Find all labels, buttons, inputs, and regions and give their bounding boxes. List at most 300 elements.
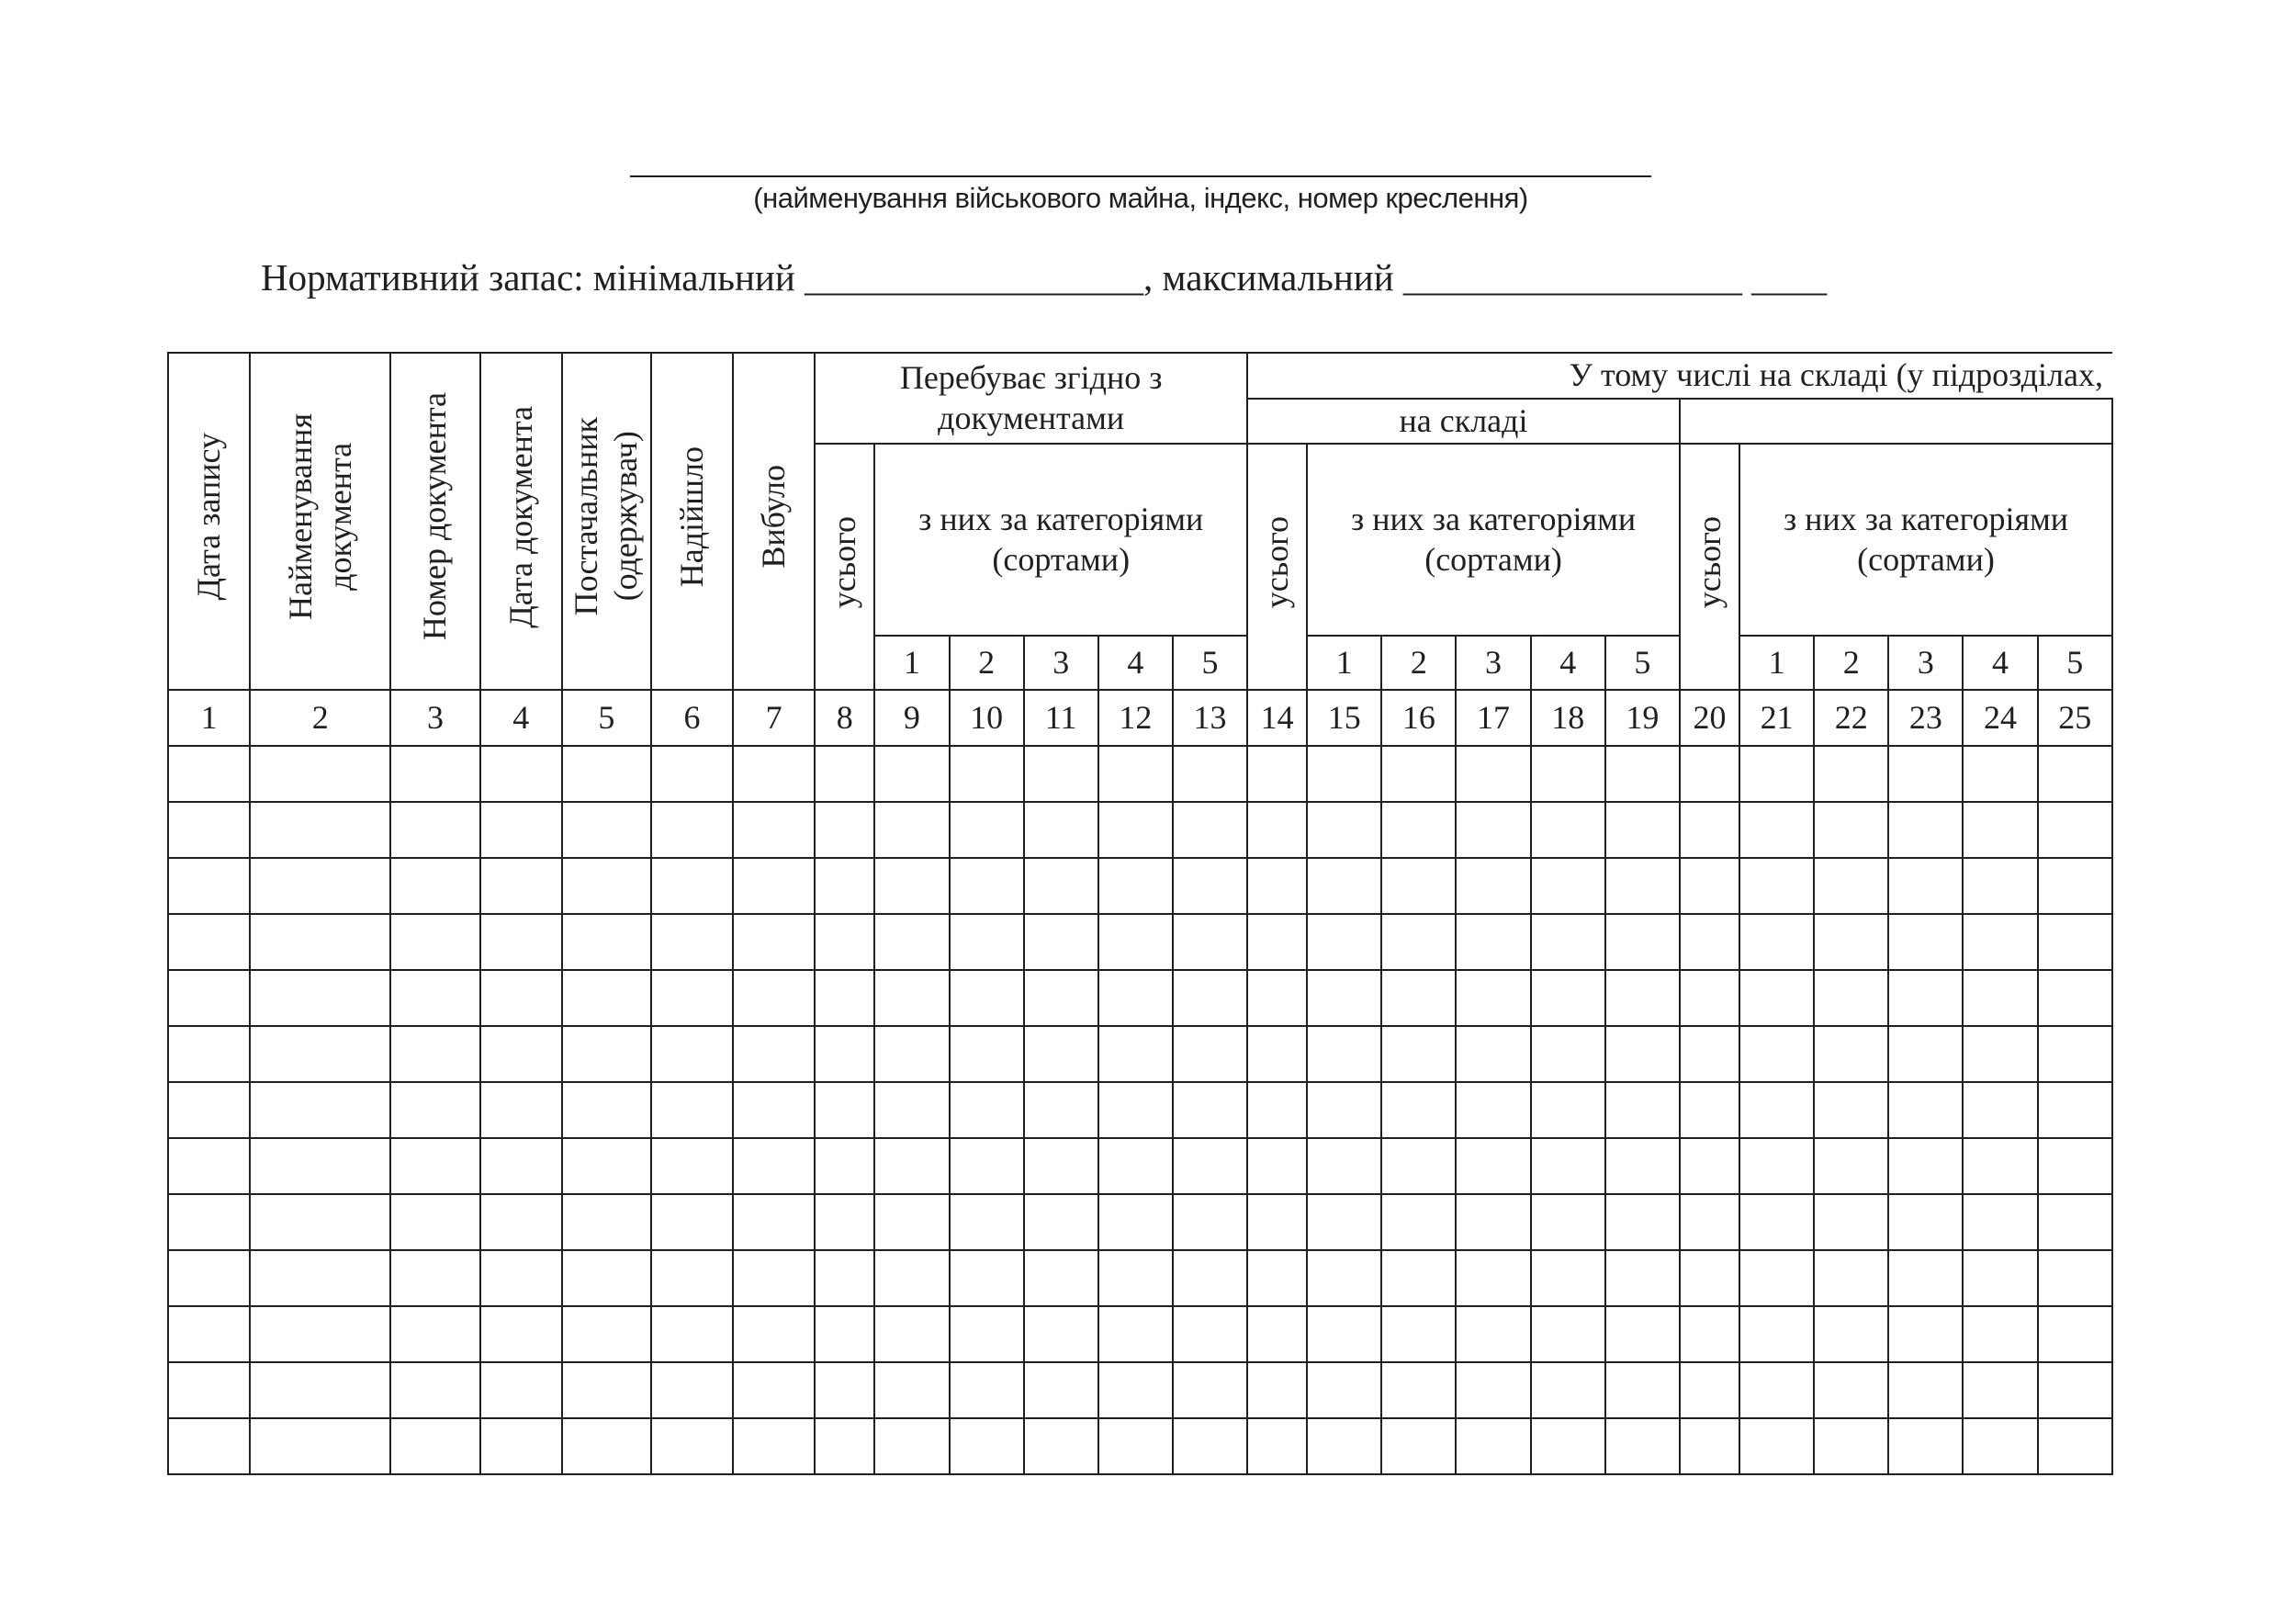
table-cell[interactable] xyxy=(1173,1082,1247,1138)
table-cell[interactable] xyxy=(1456,1250,1530,1306)
table-cell[interactable] xyxy=(1024,1026,1098,1082)
table-cell[interactable] xyxy=(1024,1250,1098,1306)
table-cell[interactable] xyxy=(651,1250,733,1306)
table-cell[interactable] xyxy=(1381,858,1456,914)
table-cell[interactable] xyxy=(1173,1362,1247,1418)
table-cell[interactable] xyxy=(250,1306,390,1362)
table-cell[interactable] xyxy=(950,1194,1024,1250)
table-cell[interactable] xyxy=(651,1138,733,1194)
table-cell[interactable] xyxy=(1024,746,1098,802)
table-cell[interactable] xyxy=(480,1362,562,1418)
table-cell[interactable] xyxy=(1381,1306,1456,1362)
table-cell[interactable] xyxy=(1307,1026,1381,1082)
table-cell[interactable] xyxy=(1680,802,1739,858)
table-cell[interactable] xyxy=(815,1026,874,1082)
table-cell[interactable] xyxy=(874,1306,949,1362)
table-cell[interactable] xyxy=(1247,1362,1307,1418)
table-cell[interactable] xyxy=(250,746,390,802)
table-cell[interactable] xyxy=(1680,1306,1739,1362)
table-cell[interactable] xyxy=(950,746,1024,802)
table-cell[interactable] xyxy=(1963,1250,2037,1306)
table-cell[interactable] xyxy=(1963,1026,2037,1082)
table-cell[interactable] xyxy=(1024,914,1098,970)
table-cell[interactable] xyxy=(651,1306,733,1362)
table-cell[interactable] xyxy=(1307,914,1381,970)
table-cell[interactable] xyxy=(1888,746,1963,802)
table-cell[interactable] xyxy=(1531,914,1605,970)
table-cell[interactable] xyxy=(950,1082,1024,1138)
table-cell[interactable] xyxy=(562,746,651,802)
table-cell[interactable] xyxy=(1173,970,1247,1026)
table-cell[interactable] xyxy=(1098,746,1173,802)
table-cell[interactable] xyxy=(651,746,733,802)
table-cell[interactable] xyxy=(1531,1194,1605,1250)
table-cell[interactable] xyxy=(168,1306,250,1362)
table-cell[interactable] xyxy=(1381,746,1456,802)
table-cell[interactable] xyxy=(1173,1250,1247,1306)
table-cell[interactable] xyxy=(651,1362,733,1418)
table-cell[interactable] xyxy=(1680,858,1739,914)
table-cell[interactable] xyxy=(250,914,390,970)
table-cell[interactable] xyxy=(1888,802,1963,858)
table-cell[interactable] xyxy=(1098,914,1173,970)
table-cell[interactable] xyxy=(1024,970,1098,1026)
table-cell[interactable] xyxy=(2038,1418,2112,1474)
table-cell[interactable] xyxy=(2038,1362,2112,1418)
table-cell[interactable] xyxy=(1531,1026,1605,1082)
table-cell[interactable] xyxy=(1680,1362,1739,1418)
table-cell[interactable] xyxy=(1963,1418,2037,1474)
table-cell[interactable] xyxy=(1381,914,1456,970)
table-cell[interactable] xyxy=(1456,1082,1530,1138)
table-cell[interactable] xyxy=(1605,802,1680,858)
table-cell[interactable] xyxy=(1307,1362,1381,1418)
table-cell[interactable] xyxy=(651,1194,733,1250)
table-cell[interactable] xyxy=(480,1418,562,1474)
table-cell[interactable] xyxy=(562,970,651,1026)
table-cell[interactable] xyxy=(480,914,562,970)
table-cell[interactable] xyxy=(1963,1306,2037,1362)
table-cell[interactable] xyxy=(1307,1306,1381,1362)
table-cell[interactable] xyxy=(1456,746,1530,802)
table-cell[interactable] xyxy=(168,1250,250,1306)
table-cell[interactable] xyxy=(562,802,651,858)
table-cell[interactable] xyxy=(250,802,390,858)
table-cell[interactable] xyxy=(1531,802,1605,858)
table-cell[interactable] xyxy=(562,1362,651,1418)
table-cell[interactable] xyxy=(1381,1138,1456,1194)
table-cell[interactable] xyxy=(1531,746,1605,802)
table-cell[interactable] xyxy=(1814,970,1888,1026)
table-cell[interactable] xyxy=(1531,858,1605,914)
table-cell[interactable] xyxy=(1098,1306,1173,1362)
table-cell[interactable] xyxy=(874,858,949,914)
table-cell[interactable] xyxy=(1307,746,1381,802)
table-cell[interactable] xyxy=(1098,858,1173,914)
table-cell[interactable] xyxy=(651,802,733,858)
table-cell[interactable] xyxy=(1888,1194,1963,1250)
table-cell[interactable] xyxy=(562,1138,651,1194)
table-cell[interactable] xyxy=(1814,1194,1888,1250)
table-cell[interactable] xyxy=(815,1418,874,1474)
table-cell[interactable] xyxy=(1888,1418,1963,1474)
table-cell[interactable] xyxy=(950,858,1024,914)
table-cell[interactable] xyxy=(1531,1362,1605,1418)
table-cell[interactable] xyxy=(390,1026,479,1082)
table-cell[interactable] xyxy=(1307,1194,1381,1250)
table-cell[interactable] xyxy=(815,746,874,802)
table-cell[interactable] xyxy=(1739,802,1814,858)
table-cell[interactable] xyxy=(1739,914,1814,970)
table-cell[interactable] xyxy=(390,746,479,802)
table-cell[interactable] xyxy=(733,914,815,970)
table-cell[interactable] xyxy=(1173,802,1247,858)
table-cell[interactable] xyxy=(390,970,479,1026)
table-cell[interactable] xyxy=(168,914,250,970)
table-cell[interactable] xyxy=(2038,1026,2112,1082)
table-cell[interactable] xyxy=(1173,1418,1247,1474)
table-cell[interactable] xyxy=(1173,1194,1247,1250)
table-cell[interactable] xyxy=(1307,1082,1381,1138)
table-cell[interactable] xyxy=(250,1250,390,1306)
table-cell[interactable] xyxy=(1739,1418,1814,1474)
table-cell[interactable] xyxy=(874,1250,949,1306)
table-cell[interactable] xyxy=(1605,914,1680,970)
table-cell[interactable] xyxy=(1963,970,2037,1026)
table-cell[interactable] xyxy=(1963,1082,2037,1138)
table-cell[interactable] xyxy=(651,858,733,914)
table-cell[interactable] xyxy=(168,1194,250,1250)
table-cell[interactable] xyxy=(1456,802,1530,858)
table-cell[interactable] xyxy=(1605,1362,1680,1418)
table-cell[interactable] xyxy=(1531,970,1605,1026)
table-cell[interactable] xyxy=(1739,1194,1814,1250)
table-cell[interactable] xyxy=(1098,1082,1173,1138)
table-cell[interactable] xyxy=(168,970,250,1026)
table-cell[interactable] xyxy=(250,1138,390,1194)
table-cell[interactable] xyxy=(733,802,815,858)
table-cell[interactable] xyxy=(1963,1362,2037,1418)
table-cell[interactable] xyxy=(390,1362,479,1418)
table-cell[interactable] xyxy=(1814,746,1888,802)
table-cell[interactable] xyxy=(815,802,874,858)
table-cell[interactable] xyxy=(1247,858,1307,914)
table-cell[interactable] xyxy=(1531,1138,1605,1194)
table-cell[interactable] xyxy=(1098,1026,1173,1082)
table-cell[interactable] xyxy=(1173,1026,1247,1082)
table-cell[interactable] xyxy=(1456,914,1530,970)
table-cell[interactable] xyxy=(1307,1138,1381,1194)
table-cell[interactable] xyxy=(1888,1250,1963,1306)
table-cell[interactable] xyxy=(1307,802,1381,858)
table-cell[interactable] xyxy=(1605,1194,1680,1250)
table-cell[interactable] xyxy=(1814,1082,1888,1138)
table-cell[interactable] xyxy=(1381,1082,1456,1138)
table-cell[interactable] xyxy=(874,1026,949,1082)
table-cell[interactable] xyxy=(1247,1418,1307,1474)
table-cell[interactable] xyxy=(1888,1362,1963,1418)
table-cell[interactable] xyxy=(1098,1250,1173,1306)
table-cell[interactable] xyxy=(168,802,250,858)
table-cell[interactable] xyxy=(1888,970,1963,1026)
table-cell[interactable] xyxy=(1739,1026,1814,1082)
table-cell[interactable] xyxy=(733,746,815,802)
table-cell[interactable] xyxy=(950,802,1024,858)
table-cell[interactable] xyxy=(1024,1306,1098,1362)
table-cell[interactable] xyxy=(651,970,733,1026)
table-cell[interactable] xyxy=(1888,1026,1963,1082)
table-cell[interactable] xyxy=(651,1082,733,1138)
table-cell[interactable] xyxy=(1307,858,1381,914)
table-cell[interactable] xyxy=(250,1082,390,1138)
table-cell[interactable] xyxy=(733,1418,815,1474)
table-cell[interactable] xyxy=(2038,1082,2112,1138)
table-cell[interactable] xyxy=(815,1194,874,1250)
table-cell[interactable] xyxy=(168,1026,250,1082)
table-cell[interactable] xyxy=(1098,1194,1173,1250)
table-cell[interactable] xyxy=(168,1362,250,1418)
table-cell[interactable] xyxy=(250,1026,390,1082)
table-cell[interactable] xyxy=(1456,1362,1530,1418)
table-cell[interactable] xyxy=(874,970,949,1026)
table-cell[interactable] xyxy=(874,1138,949,1194)
table-cell[interactable] xyxy=(1247,1250,1307,1306)
table-cell[interactable] xyxy=(1381,1194,1456,1250)
table-cell[interactable] xyxy=(390,914,479,970)
table-cell[interactable] xyxy=(1605,1250,1680,1306)
table-cell[interactable] xyxy=(2038,1138,2112,1194)
table-cell[interactable] xyxy=(815,1306,874,1362)
table-cell[interactable] xyxy=(1173,746,1247,802)
table-cell[interactable] xyxy=(2038,1194,2112,1250)
table-cell[interactable] xyxy=(2038,1250,2112,1306)
table-cell[interactable] xyxy=(250,970,390,1026)
table-cell[interactable] xyxy=(390,1418,479,1474)
table-cell[interactable] xyxy=(1739,1362,1814,1418)
table-cell[interactable] xyxy=(1381,970,1456,1026)
table-cell[interactable] xyxy=(733,1194,815,1250)
table-cell[interactable] xyxy=(1680,914,1739,970)
table-cell[interactable] xyxy=(1456,970,1530,1026)
table-cell[interactable] xyxy=(1963,1138,2037,1194)
table-cell[interactable] xyxy=(1680,1026,1739,1082)
table-cell[interactable] xyxy=(1680,1194,1739,1250)
table-cell[interactable] xyxy=(1247,914,1307,970)
table-cell[interactable] xyxy=(1531,1082,1605,1138)
table-cell[interactable] xyxy=(1888,1082,1963,1138)
table-cell[interactable] xyxy=(815,970,874,1026)
table-cell[interactable] xyxy=(1888,1306,1963,1362)
table-cell[interactable] xyxy=(950,914,1024,970)
table-cell[interactable] xyxy=(1963,1194,2037,1250)
table-cell[interactable] xyxy=(733,1250,815,1306)
table-cell[interactable] xyxy=(2038,914,2112,970)
table-cell[interactable] xyxy=(1605,970,1680,1026)
table-cell[interactable] xyxy=(1963,802,2037,858)
table-cell[interactable] xyxy=(1605,746,1680,802)
table-cell[interactable] xyxy=(1888,1138,1963,1194)
table-cell[interactable] xyxy=(950,1362,1024,1418)
table-cell[interactable] xyxy=(874,1418,949,1474)
table-cell[interactable] xyxy=(1024,858,1098,914)
table-cell[interactable] xyxy=(2038,1306,2112,1362)
table-cell[interactable] xyxy=(1173,1306,1247,1362)
table-cell[interactable] xyxy=(1098,1362,1173,1418)
table-cell[interactable] xyxy=(2038,970,2112,1026)
table-cell[interactable] xyxy=(1739,1138,1814,1194)
table-cell[interactable] xyxy=(1024,1418,1098,1474)
table-cell[interactable] xyxy=(815,1250,874,1306)
table-cell[interactable] xyxy=(1963,746,2037,802)
table-cell[interactable] xyxy=(390,802,479,858)
table-cell[interactable] xyxy=(1888,914,1963,970)
table-cell[interactable] xyxy=(1173,1138,1247,1194)
table-cell[interactable] xyxy=(1605,1082,1680,1138)
table-cell[interactable] xyxy=(1381,1026,1456,1082)
table-cell[interactable] xyxy=(168,858,250,914)
table-cell[interactable] xyxy=(562,1306,651,1362)
table-cell[interactable] xyxy=(390,858,479,914)
table-cell[interactable] xyxy=(1739,746,1814,802)
table-cell[interactable] xyxy=(733,1026,815,1082)
table-cell[interactable] xyxy=(1814,802,1888,858)
table-cell[interactable] xyxy=(250,1418,390,1474)
table-cell[interactable] xyxy=(733,1362,815,1418)
table-cell[interactable] xyxy=(390,1306,479,1362)
table-cell[interactable] xyxy=(1247,1082,1307,1138)
table-cell[interactable] xyxy=(480,1082,562,1138)
table-cell[interactable] xyxy=(1531,1306,1605,1362)
table-cell[interactable] xyxy=(1814,858,1888,914)
table-cell[interactable] xyxy=(950,1138,1024,1194)
table-cell[interactable] xyxy=(480,802,562,858)
table-cell[interactable] xyxy=(1814,914,1888,970)
table-cell[interactable] xyxy=(950,1026,1024,1082)
table-cell[interactable] xyxy=(1814,1250,1888,1306)
table-cell[interactable] xyxy=(1605,1418,1680,1474)
table-cell[interactable] xyxy=(562,858,651,914)
table-cell[interactable] xyxy=(1680,1138,1739,1194)
table-cell[interactable] xyxy=(562,1250,651,1306)
table-cell[interactable] xyxy=(480,1138,562,1194)
table-cell[interactable] xyxy=(390,1138,479,1194)
table-cell[interactable] xyxy=(1680,1250,1739,1306)
table-cell[interactable] xyxy=(1456,1138,1530,1194)
table-cell[interactable] xyxy=(1381,1418,1456,1474)
table-cell[interactable] xyxy=(1963,914,2037,970)
table-cell[interactable] xyxy=(390,1082,479,1138)
table-cell[interactable] xyxy=(815,1138,874,1194)
table-cell[interactable] xyxy=(1381,802,1456,858)
table-cell[interactable] xyxy=(815,858,874,914)
table-cell[interactable] xyxy=(1247,1306,1307,1362)
table-cell[interactable] xyxy=(390,1250,479,1306)
table-cell[interactable] xyxy=(250,1194,390,1250)
table-cell[interactable] xyxy=(874,1362,949,1418)
table-cell[interactable] xyxy=(815,1082,874,1138)
table-cell[interactable] xyxy=(1531,1418,1605,1474)
table-cell[interactable] xyxy=(1307,1418,1381,1474)
table-cell[interactable] xyxy=(480,1250,562,1306)
table-cell[interactable] xyxy=(1531,1250,1605,1306)
table-cell[interactable] xyxy=(168,1418,250,1474)
table-cell[interactable] xyxy=(1739,1250,1814,1306)
table-cell[interactable] xyxy=(1247,1194,1307,1250)
table-cell[interactable] xyxy=(1739,1306,1814,1362)
table-cell[interactable] xyxy=(1024,1082,1098,1138)
table-cell[interactable] xyxy=(1814,1306,1888,1362)
table-cell[interactable] xyxy=(1963,858,2037,914)
table-cell[interactable] xyxy=(562,914,651,970)
table-cell[interactable] xyxy=(1098,802,1173,858)
table-cell[interactable] xyxy=(874,802,949,858)
table-cell[interactable] xyxy=(1605,1026,1680,1082)
table-cell[interactable] xyxy=(480,1026,562,1082)
table-cell[interactable] xyxy=(1456,858,1530,914)
table-cell[interactable] xyxy=(480,1194,562,1250)
table-cell[interactable] xyxy=(1307,970,1381,1026)
table-cell[interactable] xyxy=(250,1362,390,1418)
table-cell[interactable] xyxy=(950,970,1024,1026)
table-cell[interactable] xyxy=(562,1194,651,1250)
table-cell[interactable] xyxy=(1381,1250,1456,1306)
table-cell[interactable] xyxy=(1680,746,1739,802)
table-cell[interactable] xyxy=(1888,858,1963,914)
table-cell[interactable] xyxy=(950,1306,1024,1362)
table-cell[interactable] xyxy=(874,746,949,802)
table-cell[interactable] xyxy=(1173,858,1247,914)
table-cell[interactable] xyxy=(1680,1082,1739,1138)
table-cell[interactable] xyxy=(1381,1362,1456,1418)
table-cell[interactable] xyxy=(250,858,390,914)
table-cell[interactable] xyxy=(1739,1082,1814,1138)
table-cell[interactable] xyxy=(480,858,562,914)
table-cell[interactable] xyxy=(651,914,733,970)
table-cell[interactable] xyxy=(480,1306,562,1362)
table-cell[interactable] xyxy=(2038,858,2112,914)
table-cell[interactable] xyxy=(1456,1418,1530,1474)
table-cell[interactable] xyxy=(815,914,874,970)
table-cell[interactable] xyxy=(1024,802,1098,858)
table-cell[interactable] xyxy=(1024,1362,1098,1418)
table-cell[interactable] xyxy=(950,1418,1024,1474)
table-cell[interactable] xyxy=(874,1082,949,1138)
table-cell[interactable] xyxy=(1247,1138,1307,1194)
table-cell[interactable] xyxy=(733,1306,815,1362)
table-cell[interactable] xyxy=(562,1418,651,1474)
table-cell[interactable] xyxy=(874,914,949,970)
table-cell[interactable] xyxy=(562,1026,651,1082)
table-cell[interactable] xyxy=(1456,1194,1530,1250)
table-cell[interactable] xyxy=(1247,1026,1307,1082)
table-cell[interactable] xyxy=(651,1026,733,1082)
table-cell[interactable] xyxy=(1247,746,1307,802)
table-cell[interactable] xyxy=(1247,970,1307,1026)
table-cell[interactable] xyxy=(562,1082,651,1138)
table-cell[interactable] xyxy=(1814,1026,1888,1082)
table-cell[interactable] xyxy=(950,1250,1024,1306)
table-cell[interactable] xyxy=(1098,970,1173,1026)
table-cell[interactable] xyxy=(815,1362,874,1418)
table-cell[interactable] xyxy=(1605,858,1680,914)
table-cell[interactable] xyxy=(1814,1418,1888,1474)
table-cell[interactable] xyxy=(1605,1306,1680,1362)
table-cell[interactable] xyxy=(1680,970,1739,1026)
table-cell[interactable] xyxy=(168,1138,250,1194)
table-cell[interactable] xyxy=(874,1194,949,1250)
table-cell[interactable] xyxy=(651,1418,733,1474)
table-cell[interactable] xyxy=(1605,1138,1680,1194)
